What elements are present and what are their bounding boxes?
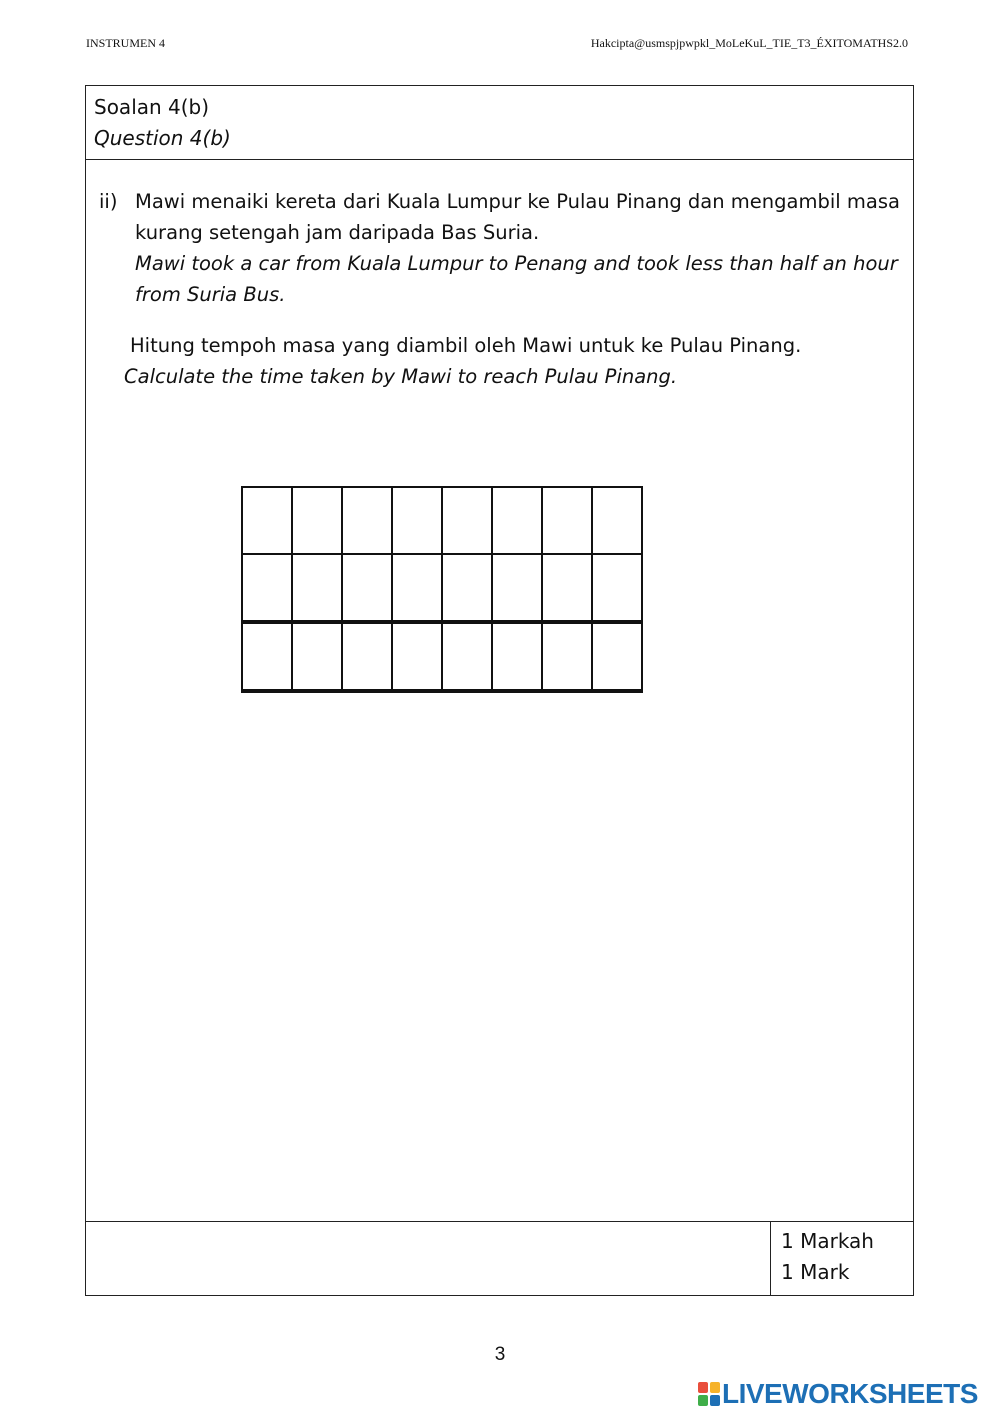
calc-instruction-en: Calculate the time taken by Mawi to reach Pulau Pinang. bbox=[124, 365, 678, 388]
item-text-ms: Mawi menaiki kereta dari Kuala Lumpur ke Pulau Pinang dan mengambil masa kurang setengah jam daripada Bas Suria. bbox=[135, 190, 900, 244]
calc-instruction-ms: Hitung tempoh masa yang diambil oleh Mawi untuk ke Pulau Pinang. bbox=[130, 334, 802, 357]
question-title-en: Question 4(b) bbox=[94, 126, 231, 150]
marks-ms: 1 Markah bbox=[781, 1229, 874, 1253]
answer-cell[interactable] bbox=[242, 622, 292, 691]
marks-cell bbox=[770, 1222, 913, 1295]
item-text-en: Mawi took a car from Kuala Lumpur to Penang and took less than half an hour from Suria Bus. bbox=[135, 252, 898, 306]
answer-cell[interactable] bbox=[592, 622, 642, 691]
answer-cell[interactable] bbox=[442, 622, 492, 691]
answer-cell[interactable] bbox=[492, 554, 542, 622]
answer-cell[interactable] bbox=[392, 622, 442, 691]
answer-cell[interactable] bbox=[542, 622, 592, 691]
answer-cell[interactable] bbox=[442, 554, 492, 622]
answer-cell[interactable] bbox=[442, 487, 492, 554]
answer-cell[interactable] bbox=[242, 487, 292, 554]
item-text bbox=[135, 186, 906, 310]
logo-square-icon bbox=[710, 1395, 720, 1406]
answer-cell[interactable] bbox=[342, 622, 392, 691]
marks-row bbox=[86, 1221, 913, 1295]
header-copyright: Hakcipta@usmspjpwpkl_MoLeKuL_TIE_T3_ÉXITOMATHS2.0 bbox=[590, 36, 908, 50]
question-body bbox=[94, 186, 906, 392]
question-item bbox=[94, 186, 906, 310]
question-title bbox=[86, 86, 913, 160]
liveworksheets-logo[interactable] bbox=[698, 1380, 978, 1408]
logo-square-icon bbox=[698, 1395, 708, 1406]
question-title-ms: Soalan 4(b) bbox=[94, 95, 210, 119]
question-frame bbox=[85, 85, 914, 1296]
answer-cell[interactable] bbox=[292, 487, 342, 554]
marks-en: 1 Mark bbox=[781, 1260, 850, 1284]
answer-cell[interactable] bbox=[242, 554, 292, 622]
answer-cell[interactable] bbox=[592, 554, 642, 622]
header-instrument-label: INSTRUMEN 4 bbox=[86, 36, 166, 50]
answer-cell[interactable] bbox=[492, 622, 542, 691]
answer-cell[interactable] bbox=[342, 487, 392, 554]
answer-grid bbox=[241, 486, 643, 693]
answer-cell[interactable] bbox=[542, 554, 592, 622]
answer-cell[interactable] bbox=[292, 554, 342, 622]
logo-square-icon bbox=[698, 1382, 708, 1393]
liveworksheets-logo-text: LIVEWORKSHEETS bbox=[722, 1378, 978, 1409]
page-number: 3 bbox=[494, 1344, 506, 1365]
logo-square-icon bbox=[710, 1382, 720, 1393]
answer-cell[interactable] bbox=[542, 487, 592, 554]
answer-cell[interactable] bbox=[392, 487, 442, 554]
answer-cell[interactable] bbox=[492, 487, 542, 554]
item-number: ii) bbox=[99, 190, 118, 213]
answer-cell[interactable] bbox=[292, 622, 342, 691]
answer-cell[interactable] bbox=[392, 554, 442, 622]
answer-cell[interactable] bbox=[342, 554, 392, 622]
answer-cell[interactable] bbox=[592, 487, 642, 554]
liveworksheets-logo-icon bbox=[698, 1382, 720, 1406]
